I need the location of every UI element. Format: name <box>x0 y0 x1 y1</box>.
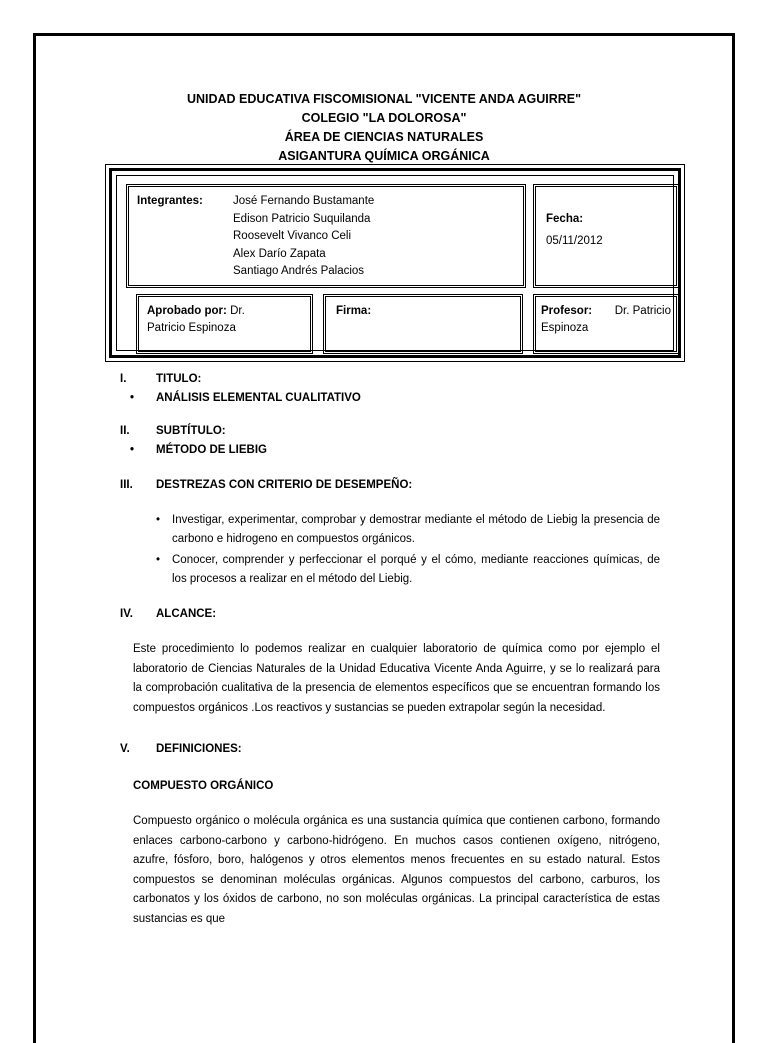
profesor-label: Profesor: <box>541 305 593 317</box>
aprobado-cell <box>136 294 313 354</box>
subsection-title: COMPUESTO ORGÁNICO <box>133 780 274 792</box>
bullet-icon: • <box>156 554 161 566</box>
section-heading: I. TITULO: <box>120 370 660 389</box>
header-subject: ASIGANTURA QUÍMICA ORGÁNICA <box>278 149 490 163</box>
integrantes-cell <box>126 184 526 288</box>
document-body <box>120 370 660 929</box>
section-heading: V. DEFINICIONES: <box>120 740 660 759</box>
section-title: DESTREZAS CON CRITERIO DE DESEMPEÑO: <box>156 479 413 491</box>
bullet-item: • ANÁLISIS ELEMENTAL CUALITATIVO <box>120 389 660 408</box>
aprobado-value-2: Patricio Espinoza <box>147 322 236 334</box>
integrante-name: Edison Patricio Suquilanda <box>233 212 371 225</box>
section-title: ALCANCE: <box>156 608 217 620</box>
aprobado-value-1: Dr. <box>230 305 245 317</box>
bullet-list <box>120 511 660 589</box>
integrante-name: Roosevelt Vivanco Celi <box>233 230 352 242</box>
profesor-value-1: Dr. Patricio <box>614 305 671 317</box>
section-title: TITULO: <box>156 373 202 385</box>
aprobado-label: Aprobado por: <box>147 305 227 317</box>
alcance-paragraph: Este procedimiento lo podemos realizar en cualquier laboratorio de química como por ejemplo el laboratorio de Ciencias Naturales de la Unidad Educativa Vicente Anda Aguirre, y se lo realizará para la comprobación cualitativa de la presencia de elementos específicos que se encuentran formando los compuestos orgánicos .Los reactivos y sustancias se pueden extrapolar según la necesidad. <box>133 643 660 714</box>
section-heading: II. SUBTÍTULO: <box>120 422 660 441</box>
fecha-cell <box>533 184 679 288</box>
fecha-value: 05/11/2012 <box>546 235 603 247</box>
section-heading: IV. ALCANCE: <box>120 605 660 624</box>
section-title: DEFINICIONES: <box>156 743 242 755</box>
section-heading: III. DESTREZAS CON CRITERIO DE DESEMPEÑO: <box>120 476 660 495</box>
header-institution: UNIDAD EDUCATIVA FISCOMISIONAL "VICENTE ANDA AGUIRRE" <box>186 92 582 106</box>
document-header <box>0 90 768 166</box>
integrante-name: José Fernando Bustamante <box>233 195 375 207</box>
profesor-value-2: Espinoza <box>541 322 589 334</box>
bullet-icon: • <box>130 392 135 404</box>
integrantes-list <box>233 193 515 281</box>
info-table <box>105 164 685 362</box>
firma-cell <box>323 294 523 354</box>
firma-label: Firma: <box>336 305 372 317</box>
header-area: ÁREA DE CIENCIAS NATURALES <box>284 130 484 144</box>
list-item: • Investigar, experimentar, comprobar y demostrar mediante el método de Liebig la presencia de carbono e hidrogeno en compuestos orgánicos. <box>156 511 660 549</box>
integrantes-label: Integrantes: <box>137 195 203 207</box>
fecha-label: Fecha: <box>546 213 584 225</box>
section-title: SUBTÍTULO: <box>156 425 226 437</box>
definicion-paragraph: Compuesto orgánico o molécula orgánica es una sustancia química que contienen carbono, formando enlaces carbono-carbono y carbono-hidrógeno. En muchos casos contienen oxígeno, nitrógeno, azufre, fósforo, boro, halógenos y otros elementos menos frecuentes en su estado natural. Estos compuestos se denominan moléculas orgánicas. Algunos compuestos del carbono, carburos, los carbonatos y los óxidos de carbono, no son moléculas orgánicas. La principal característica de estas sustancias es que <box>133 815 660 925</box>
integrante-name: Santiago Andrés Palacios <box>233 265 365 277</box>
list-item: • Conocer, comprender y perfeccionar el porqué y el cómo, mediante reacciones químicas, de los procesos a realizar en el método del Liebig. <box>156 551 660 589</box>
profesor-cell <box>533 294 679 354</box>
bullet-icon: • <box>130 444 135 456</box>
header-college: COLEGIO "LA DOLOROSA" <box>301 111 467 125</box>
integrante-name: Alex Darío Zapata <box>233 247 326 260</box>
bullet-item: • MÉTODO DE LIEBIG <box>120 441 660 460</box>
bullet-icon: • <box>156 514 161 526</box>
